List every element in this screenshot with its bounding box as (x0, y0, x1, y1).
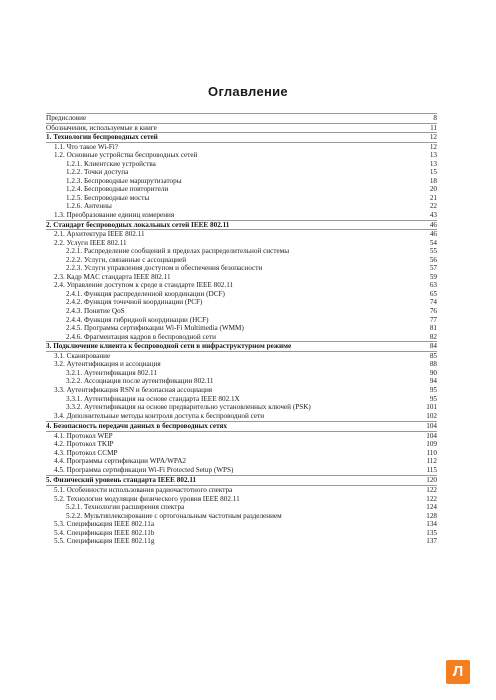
toc-entry-title: 1.2.4. Беспроводные повторители (66, 185, 169, 194)
toc-entry-title: 2. Стандарт беспроводных локальных сетей IEEE 802.11 (46, 220, 230, 229)
toc-entry (46, 432, 437, 441)
table-of-contents (46, 113, 437, 546)
toc-entry-title: 2.4.6. Фрагментация кадров в беспроводной сети (66, 332, 216, 341)
toc-entry-title: 2.4.3. Понятие QoS (66, 307, 125, 316)
toc-entry-title: 5.1. Особенности использования радиочастотного спектра (54, 485, 233, 494)
toc-entry-page: 46 (429, 230, 437, 239)
toc-entry (46, 412, 437, 421)
toc-entry (46, 333, 437, 342)
toc-entry (46, 307, 437, 316)
toc-entry-title: 4. Безопасность передачи данных в беспроводных сетях (46, 422, 228, 431)
toc-entry-page: 115 (426, 465, 437, 474)
toc-entry-title: 5.3. Спецификация IEEE 802.11a (54, 520, 155, 529)
toc-entry (46, 290, 437, 299)
toc-entry-page: 95 (429, 394, 437, 403)
toc-entry-title: 3.2.1. Аутентификация 802.11 (66, 368, 157, 377)
toc-entry (46, 177, 437, 186)
toc-entry-page: 122 (426, 494, 437, 503)
toc-entry-page: 15 (429, 168, 437, 177)
toc-entry (46, 440, 437, 449)
publisher-logo-badge: Л (446, 660, 470, 684)
toc-entry-title: 5.5. Спецификация IEEE 802.11g (54, 537, 155, 546)
toc-entry (46, 466, 437, 475)
toc-entry (46, 520, 437, 529)
toc-entry-page: 137 (426, 537, 437, 546)
toc-entry-page: 112 (426, 457, 437, 466)
toc-entry-title: Обозначения, используемые в книге (46, 123, 157, 132)
toc-entry-title: 1.2.1. Клиентские устройства (66, 159, 156, 168)
toc-entry (46, 449, 437, 458)
toc-entry-title: 5.2.1. Технологии расширения спектра (66, 503, 185, 512)
toc-entry-page: 82 (429, 332, 437, 341)
toc-entry (46, 230, 437, 239)
toc-entry (46, 273, 437, 282)
toc-entry (46, 324, 437, 333)
toc-entry-title: 3.2.2. Ассоциация после аутентификации 802.11 (66, 377, 214, 386)
toc-entry-page: 84 (429, 342, 437, 351)
toc-entry-page: 22 (429, 202, 437, 211)
toc-entry (46, 264, 437, 273)
toc-entry-title: 4.5. Программа сертификации Wi-Fi Protected Setup (WPS) (54, 465, 234, 474)
toc-entry-title: 4.1. Протокол WEP (54, 431, 113, 440)
toc-entry (46, 316, 437, 325)
toc-entry-page: 104 (426, 422, 437, 431)
toc-entry (46, 352, 437, 361)
toc-entry-page: 13 (429, 151, 437, 160)
toc-chapter-entry (46, 421, 437, 432)
toc-entry-page: 12 (429, 133, 437, 142)
toc-chapter-entry (46, 341, 437, 352)
toc-entry-page: 11 (430, 123, 437, 132)
toc-entry (46, 123, 437, 133)
toc-entry-title: 2.1. Архитектура IEEE 802.11 (54, 230, 145, 239)
toc-entry-page: 95 (429, 385, 437, 394)
toc-entry (46, 503, 437, 512)
toc-entry (46, 495, 437, 504)
toc-entry (46, 202, 437, 211)
toc-entry-page: 46 (429, 220, 437, 229)
toc-entry-title: 3. Подключение клиента к беспроводной сети в инфраструктурном режиме (46, 342, 292, 351)
toc-entry-page: 110 (426, 448, 437, 457)
toc-entry-page: 77 (429, 315, 437, 324)
toc-entry-page: 43 (429, 211, 437, 220)
toc-entry-title: 2.4.1. Функция распределенной координации (DCF) (66, 289, 225, 298)
toc-entry-page: 74 (429, 298, 437, 307)
toc-chapter-entry (46, 220, 437, 231)
toc-entry-title: 2.3. Кадр MAC стандарта IEEE 802.11 (54, 272, 171, 281)
toc-entry-title: 2.4. Управление доступом к среде в стандарте IEEE 802.11 (54, 281, 234, 290)
toc-entry (46, 194, 437, 203)
toc-entry-title: 3.3.1. Аутентификация на основе стандарта IEEE 802.1X (66, 394, 240, 403)
toc-entry-page: 122 (426, 485, 437, 494)
toc-entry (46, 537, 437, 546)
toc-entry-title: 5. Физический уровень стандарта IEEE 802.11 (46, 476, 197, 485)
toc-entry-page: 120 (426, 476, 437, 485)
toc-entry (46, 113, 437, 123)
toc-entry-page: 13 (429, 159, 437, 168)
toc-entry-title: 4.2. Протокол TKIP (54, 440, 114, 449)
toc-entry-title: 2.4.4. Функция гибридной координации (HCF) (66, 315, 209, 324)
toc-entry-title: 1.1. Что такое Wi-Fi? (54, 142, 118, 151)
toc-entry (46, 386, 437, 395)
toc-entry-title: 3.3. Аутентификация RSN и безопасная ассоциация (54, 385, 213, 394)
toc-entry-page: 12 (429, 142, 437, 151)
toc-entry-page: 134 (426, 520, 437, 529)
toc-entry (46, 369, 437, 378)
toc-entry-page: 85 (429, 351, 437, 360)
toc-entry-page: 104 (426, 431, 437, 440)
toc-entry-title: 2.4.5. Программа сертификации Wi-Fi Multimedia (WMM) (66, 324, 244, 333)
toc-entry (46, 281, 437, 290)
toc-entry-page: 109 (426, 440, 437, 449)
toc-entry (46, 168, 437, 177)
toc-entry-title: 1.2.6. Антенны (66, 202, 112, 211)
toc-entry (46, 377, 437, 386)
toc-entry (46, 143, 437, 152)
toc-entry-title: 3.2. Аутентификация и ассоциация (54, 360, 161, 369)
toc-entry-page: 18 (429, 176, 437, 185)
toc-entry-page: 54 (429, 238, 437, 247)
toc-entry-title: 4.3. Протокол CCMP (54, 448, 118, 457)
toc-entry-title: 2.2. Услуги IEEE 802.11 (54, 238, 127, 247)
toc-entry-title: 5.4. Спецификация IEEE 802.11b (54, 528, 155, 537)
toc-entry-page: 20 (429, 185, 437, 194)
toc-entry-title: 5.2. Технологии модуляции физического уровня IEEE 802.11 (54, 494, 240, 503)
toc-entry (46, 160, 437, 169)
toc-entry (46, 151, 437, 160)
toc-entry-title: 2.2.2. Услуги, связанные с ассоциацией (66, 255, 187, 264)
toc-entry (46, 486, 437, 495)
toc-entry-page: 81 (429, 324, 437, 333)
toc-entry-title: 3.1. Сканирование (54, 351, 111, 360)
toc-entry-page: 90 (429, 368, 437, 377)
toc-entry (46, 298, 437, 307)
toc-entry (46, 403, 437, 412)
toc-entry (46, 239, 437, 248)
toc-entry-page: 59 (429, 272, 437, 281)
toc-entry-page: 94 (429, 377, 437, 386)
toc-entry-page: 57 (429, 264, 437, 273)
toc-entry-page: 55 (429, 247, 437, 256)
toc-entry (46, 395, 437, 404)
toc-entry-page: 124 (426, 503, 437, 512)
toc-entry-title: 1.2. Основные устройства беспроводных сетей (54, 151, 198, 160)
toc-entry-page: 101 (426, 403, 437, 412)
toc-entry (46, 457, 437, 466)
toc-entry-title: 5.2.2. Мультиплексирование с ортогональным частотным разделением (66, 511, 282, 520)
toc-entry-title: 1. Технологии беспроводных сетей (46, 133, 158, 142)
toc-entry-page: 56 (429, 255, 437, 264)
toc-entry-title: 4.4. Программы сертификации WPA/WPA2 (54, 457, 186, 466)
toc-entry-title: 1.2.3. Беспроводные маршрутизаторы (66, 176, 182, 185)
toc-entry-title: 3.3.2. Аутентификация на основе предварительно установленных ключей (PSK) (66, 403, 311, 412)
toc-chapter-entry (46, 475, 437, 486)
toc-entry (46, 529, 437, 538)
toc-entry (46, 211, 437, 220)
toc-entry-title: 1.3. Преобразование единиц измерения (54, 211, 175, 220)
toc-entry-page: 8 (433, 114, 437, 122)
toc-entry (46, 360, 437, 369)
toc-entry-title: 2.2.1. Распределение сообщений в пределах распределительной системы (66, 247, 290, 256)
toc-entry-title: Предисловие (46, 114, 87, 122)
toc-entry-title: 2.2.3. Услуги управления доступом и обеспечения безопасности (66, 264, 263, 273)
toc-chapter-entry (46, 132, 437, 143)
toc-entry-title: 2.4.2. Функция точечной координации (PCF) (66, 298, 203, 307)
toc-entry-page: 21 (429, 193, 437, 202)
toc-entry-title: 1.2.2. Точки доступа (66, 168, 129, 177)
toc-entry-page: 135 (426, 528, 437, 537)
toc-entry-page: 102 (426, 411, 437, 420)
page-title: Оглавление (208, 84, 288, 99)
toc-entry-page: 65 (429, 289, 437, 298)
toc-entry (46, 256, 437, 265)
toc-entry-title: 3.4. Дополнительные методы контроля доступа к беспроводной сети (54, 411, 265, 420)
toc-entry (46, 185, 437, 194)
toc-entry-page: 128 (426, 511, 437, 520)
toc-entry-page: 63 (429, 281, 437, 290)
toc-entry (46, 247, 437, 256)
toc-entry-page: 88 (429, 360, 437, 369)
toc-entry-page: 76 (429, 307, 437, 316)
toc-entry (46, 512, 437, 521)
toc-entry-title: 1.2.5. Беспроводные мосты (66, 193, 150, 202)
